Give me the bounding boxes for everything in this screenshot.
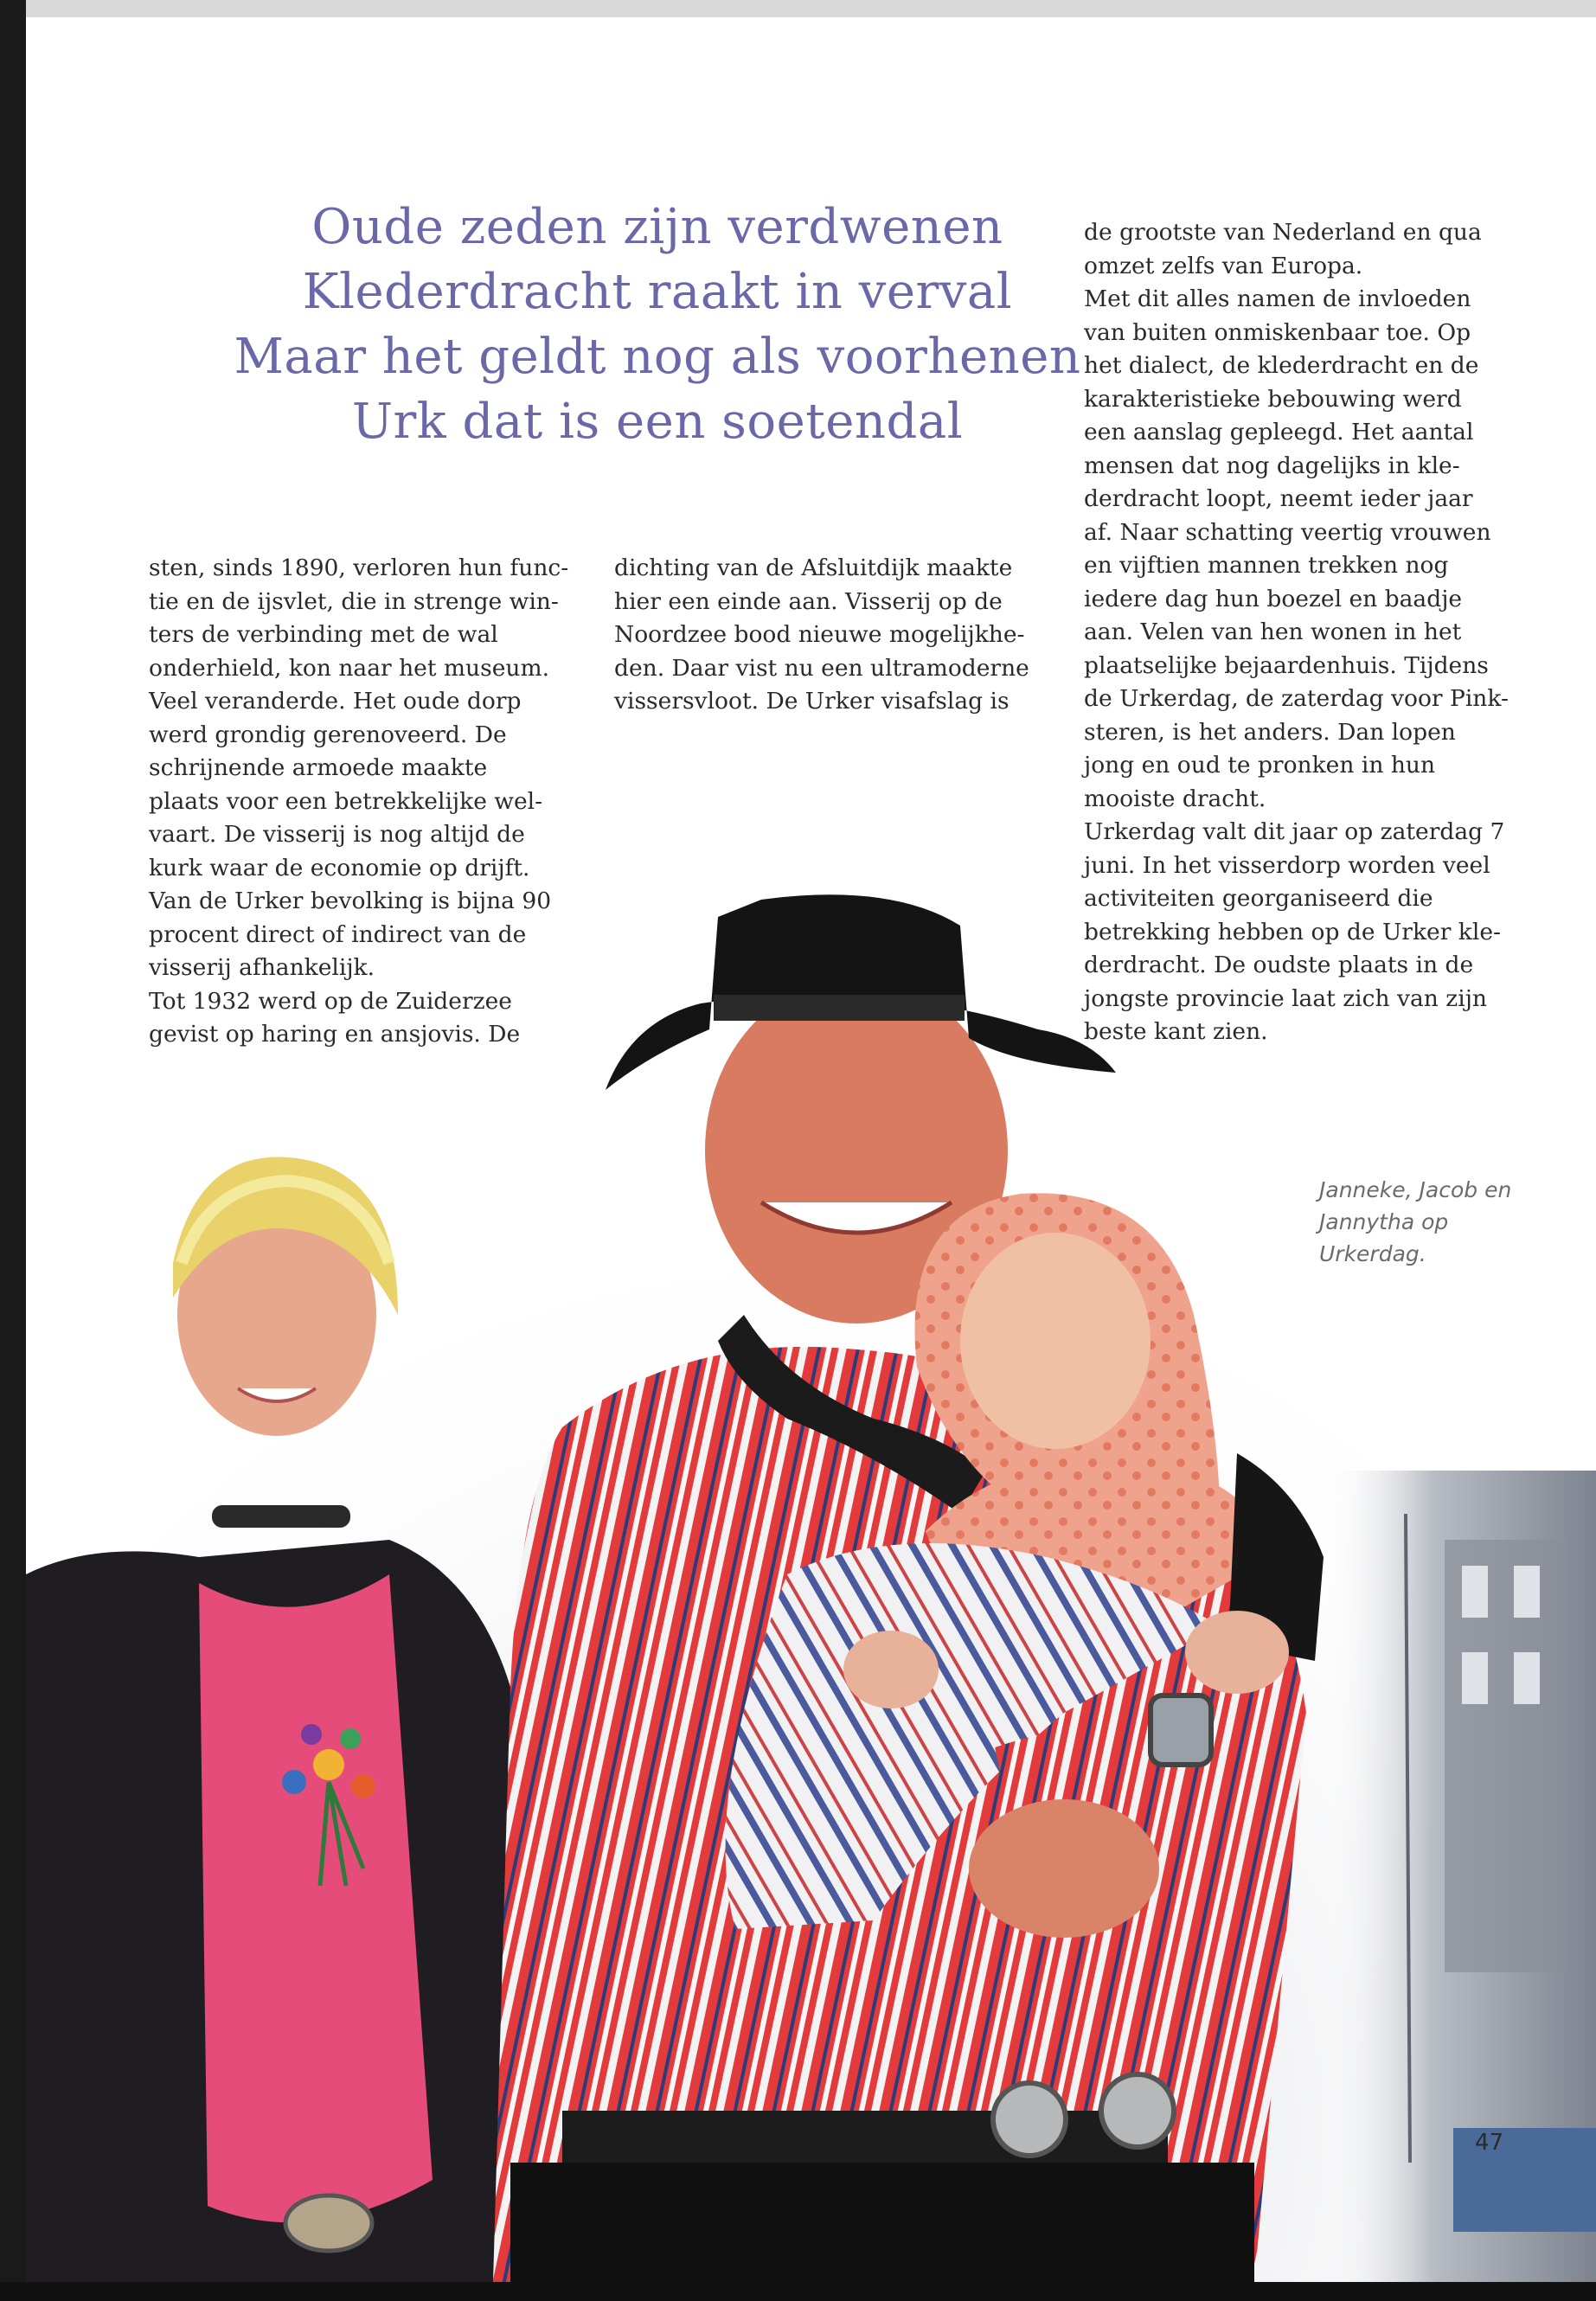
text-line: juni. In het visserdorp worden veel [1084,851,1490,879]
text-line: procent direct of indirect van de [149,920,527,948]
text-line: plaatselijke bejaardenhuis. Tijdens [1084,651,1489,679]
poem-line: Maar het geldt nog als voorhenen [234,329,1081,385]
text-line: schrijnende armoede maakte [149,754,488,781]
text-line: vissersvloot. De Urker visafslag is [614,688,1010,715]
caption-line: Janneke, Jacob en [1319,1177,1512,1202]
poem-heading [130,195,1185,454]
text-line: omzet zelfs van Europa. [1084,252,1363,279]
text-line: hier een einde aan. Visserij op de [614,587,1003,615]
text-line: Met dit alles namen de invloeden [1084,285,1471,312]
text-line: derdracht. De oudste plaats in de [1084,952,1474,978]
text-line: den. Daar vist nu een ultramoderne [614,654,1029,682]
text-line: sten, sinds 1890, verloren hun func- [149,554,569,581]
text-line: en vijftien mannen trekken nog [1084,552,1449,579]
text-line: Veel veranderde. Het oude dorp [149,688,522,715]
text-column-2 [614,552,1029,719]
text-line: jong en oud te pronken in hun [1084,752,1436,779]
text-column-1 [149,552,568,1052]
text-line: mensen dat nog dagelijks in kle- [1084,452,1460,479]
poem-line: Klederdracht raakt in verval [302,264,1013,320]
text-line: plaats voor een betrekkelijke wel- [149,787,543,815]
text-line: derdracht loopt, neemt ieder jaar [1084,485,1473,512]
text-line: een aanslag gepleegd. Het aantal [1084,419,1474,445]
text-line: betrekking hebben op de Urker kle- [1084,918,1501,945]
text-column-3 [1084,216,1509,1049]
text-line: activiteiten georganiseerd die [1084,885,1433,912]
text-line: steren, is het anders. Dan lopen [1084,718,1456,746]
text-line: jongste provincie laat zich van zijn [1084,984,1487,1012]
text-line: dichting van de Afsluitdijk maakte [614,554,1013,581]
text-line: ters de verbinding met de wal [149,621,498,648]
text-line: de Urkerdag, de zaterdag voor Pink- [1084,685,1509,712]
text-line: mooiste dracht. [1084,785,1266,812]
poem-line: Oude zeden zijn verdwenen [311,199,1003,255]
text-line: Noordzee bood nieuwe mogelijkhe- [614,621,1025,648]
text-line: onderhield, kon naar het museum. [149,654,550,682]
text-line: beste kant zien. [1084,1018,1268,1045]
text-line: het dialect, de klederdracht en de [1084,352,1479,379]
text-line: af. Naar schatting veertig vrouwen [1084,518,1491,546]
text-line: gevist op haring en ansjovis. De [149,1021,521,1048]
bottom-edge [0,2282,1596,2301]
text-line: Tot 1932 werd op de Zuiderzee [149,987,512,1015]
caption-line: Jannytha op [1319,1209,1449,1234]
text-line: vaart. De visserij is nog altijd de [149,821,525,848]
top-edge [0,0,1596,17]
text-line: Urkerdag valt dit jaar op zaterdag 7 [1084,818,1505,845]
photo-caption [1319,1174,1511,1270]
text-line: werd grondig gerenoveerd. De [149,721,507,748]
text-line: Van de Urker bevolking is bijna 90 [149,888,552,914]
text-line: tie en de ijsvlet, die in strenge win- [149,587,559,615]
text-line: kurk waar de economie op drijft. [149,854,530,881]
poem-line: Urk dat is een soetendal [351,394,964,450]
text-line: iedere dag hun boezel en baadje [1084,585,1463,612]
text-line: visserij afhankelijk. [149,954,375,981]
left-edge-bar [0,0,26,2301]
text-line: karakteristieke bebouwing werd [1084,385,1462,413]
caption-line: Urkerdag. [1319,1241,1426,1266]
page-number: 47 [1475,2130,1504,2156]
text-line: aan. Velen van hen wonen in het [1084,619,1462,645]
text-line: van buiten onmiskenbaar toe. Op [1084,318,1471,346]
text-line: de grootste van Nederland en qua [1084,219,1482,246]
